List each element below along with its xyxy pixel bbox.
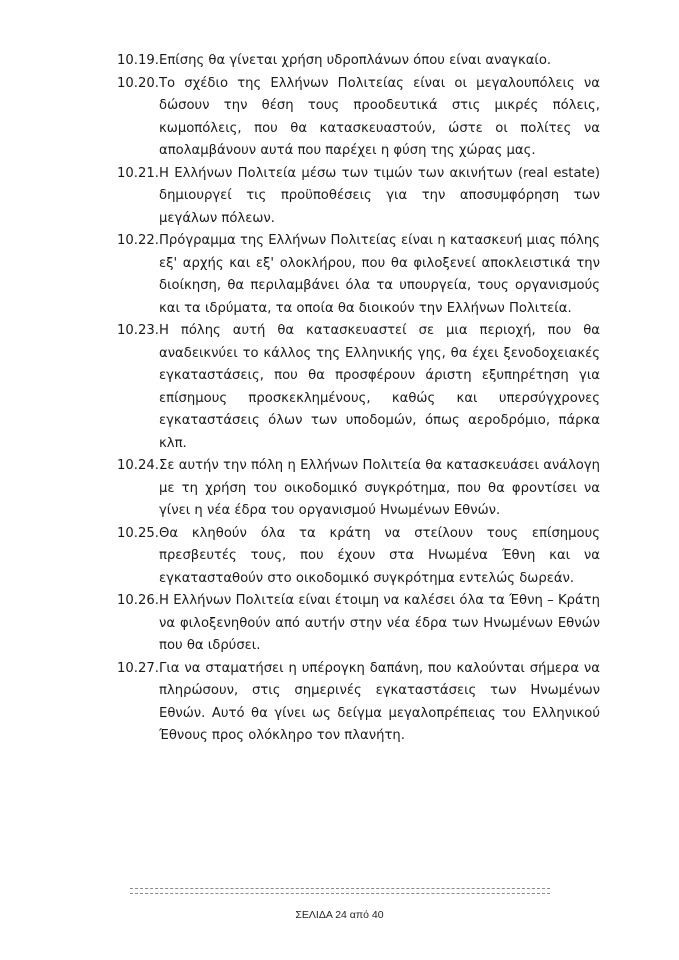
list-item (117, 455, 600, 523)
item-number: 10.21. (117, 165, 159, 181)
item-text: Πρόγραμμα της Ελλήνων Πολιτείας είναι η κατασκευή μιας πόλης εξ' αρχής και εξ' ολοκλήρου, που θα φιλοξενεί αποκλειστικά την διοίκηση, θα περιλαμβάνει όλα τα υπουργεία, τους οργανισμούς και τα ιδρύματα, τα οποία θα διοικούν την Ελλήνων Πολιτεία. (159, 233, 600, 316)
list-item (117, 523, 600, 591)
item-text: Το σχέδιο της Ελλήνων Πολιτείας είναι οι μεγαλουπόλεις να δώσουν την θέση τους προοδευτικά στις μικρές πόλεις, κωμοπόλεις, που θα κατασκευαστούν, ώστε οι πολίτες να απολαμβάνουν αυτά που παρέχει η φύση της χώρας μας. (159, 75, 600, 158)
item-number: 10.27. (117, 660, 159, 676)
item-text: Θα κληθούν όλα τα κράτη να στείλουν τους επίσημους πρεσβευτές τους, που έχουν στα Ηνωμένα Έθνη και να εγκατασταθούν στο οικοδομικό συγκρότημα εντελώς δωρεάν. (159, 525, 600, 586)
list-item (117, 658, 600, 748)
numbered-list (117, 50, 600, 748)
item-text: Σε αυτήν την πόλη η Ελλήνων Πολιτεία θα κατασκευάσει ανάλογη με τη χρήση του οικοδομικό συγκρότημα, που θα φροντίσει να γίνει η νέα έδρα του οργανισμού Ηνωμένων Εθνών. (159, 458, 600, 518)
footer-dashed-line-bottom (130, 893, 550, 894)
footer-divider (130, 888, 550, 898)
item-number: 10.25. (117, 525, 159, 541)
item-text: Η πόλης αυτή θα κατασκευαστεί σε μια περιοχή, που θα αναδεικνύει το κάλλος της Ελληνικής γης, θα έχει ξενοδοχειακές εγκαταστάσεις, που θα προσφέρουν άριστη εξυπηρέτηση για επίσημους προσκεκλημένους, καθώς και υπερσύγχρονες εγκαταστάσεις όλων των υποδομών, όπως αεροδρόμιο, πάρκα κλπ. (159, 323, 600, 451)
list-item (117, 320, 600, 455)
footer-dashed-line-top (130, 888, 550, 889)
item-number: 10.26. (117, 593, 159, 608)
item-number: 10.24. (117, 458, 159, 473)
item-number: 10.20. (117, 75, 159, 91)
page-number: ΣΕΛΙΔΑ 24 από 40 (295, 909, 384, 921)
item-number: 10.23. (117, 323, 159, 338)
item-text: Η Ελλήνων Πολιτεία είναι έτοιμη να καλέσει όλα τα Έθνη – Κράτη να φιλοξενηθούν από αυτήν στην νέα έδρα των Ηνωμένων Εθνών που θα ιδρύσει. (159, 593, 600, 653)
item-number: 10.22. (117, 233, 159, 248)
item-text: Επίσης θα γίνεται χρήση υδροπλάνων όπου είναι αναγκαίο. (159, 53, 552, 68)
item-text: Για να σταματήσει η υπέρογκη δαπάνη, που καλούνται σήμερα να πληρώσουν, στις σημερινές εγκαταστάσεις των Ηνωμένων Εθνών. Αυτό θα γίνει ως δείγμα μεγαλοπρέπειας του Ελληνικού Έθνους προς ολόκληρο τον πλανήτη. (159, 660, 600, 743)
list-item (117, 230, 600, 320)
item-number: 10.19. (117, 53, 159, 68)
list-item (117, 73, 600, 163)
item-text: Η Ελλήνων Πολιτεία μέσω των τιμών των ακινήτων (real estate) δημιουργεί τις προϋποθέσεις για την αποσυμφόρηση των μεγάλων πόλεων. (159, 165, 600, 226)
list-item (117, 163, 600, 231)
list-item (117, 50, 600, 73)
list-item (117, 590, 600, 658)
